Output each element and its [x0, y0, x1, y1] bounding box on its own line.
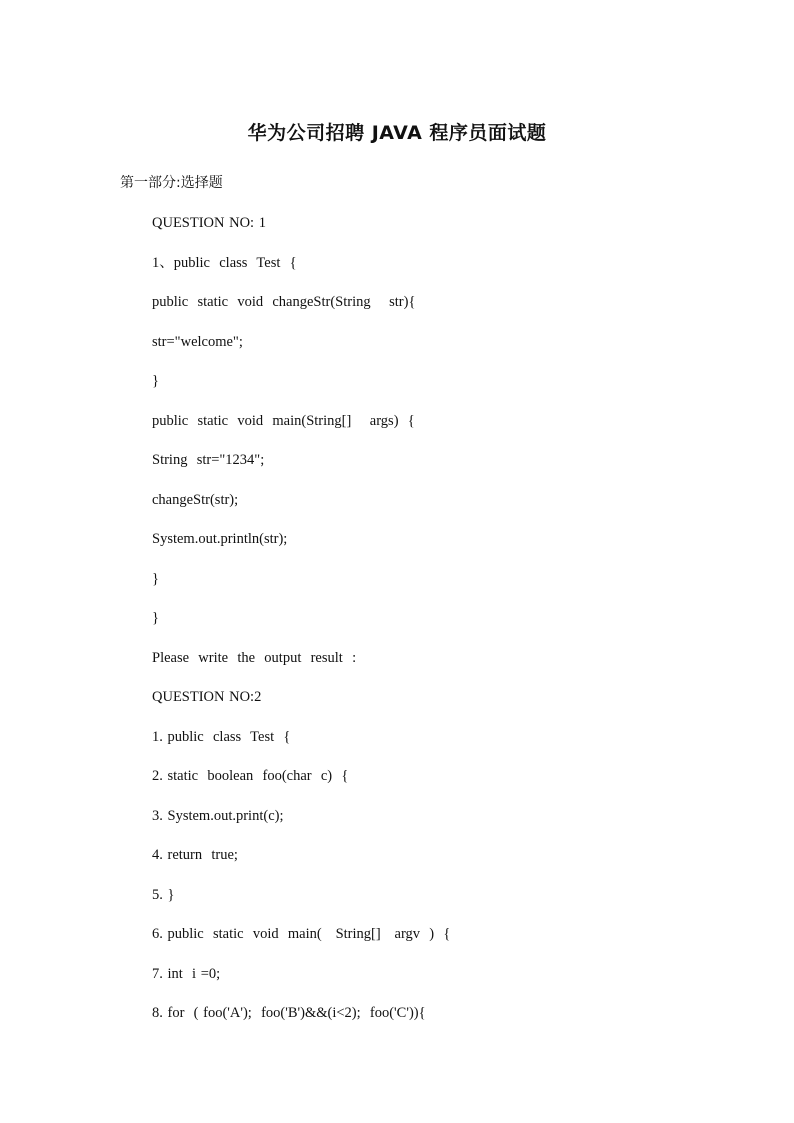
text-line: 6. public static void main( String[] argv ) { [152, 926, 451, 942]
text-line: String str="1234"; [152, 452, 265, 468]
text-line: changeStr(str); [152, 491, 239, 508]
text-line: 2. static boolean foo(char c) { [152, 768, 349, 784]
text-line: 7. int i =0; [152, 965, 221, 982]
text-line: } [152, 610, 159, 626]
section-heading: 第一部分:选择题 [120, 175, 223, 191]
text-line: 1. public class Test { [152, 728, 291, 745]
text-line: Please write the output result : [152, 649, 357, 666]
text-line: QUESTION NO: 1 [152, 215, 266, 231]
text-line: public static void main(String[] args) { [152, 412, 415, 429]
text-line: QUESTION NO:2 [152, 689, 262, 705]
text-line: 3. System.out.print(c); [152, 807, 284, 824]
text-line: } [152, 570, 159, 587]
text-line: 1、public class Test { [152, 254, 297, 271]
text-line: 5. } [152, 886, 175, 903]
text-line: } [152, 373, 159, 389]
text-line: 4. return true; [152, 847, 238, 863]
document-title: 华为公司招聘 JAVA 程序员面试题 [247, 122, 547, 144]
question-text-lines [152, 212, 712, 1042]
text-line: 8. for ( foo('A'); foo('B')&&(i<2); foo('C')){ [152, 1005, 426, 1021]
text-line: public static void changeStr(String str){ [152, 294, 416, 310]
text-line: System.out.println(str); [152, 531, 288, 547]
text-line: str="welcome"; [152, 333, 243, 350]
